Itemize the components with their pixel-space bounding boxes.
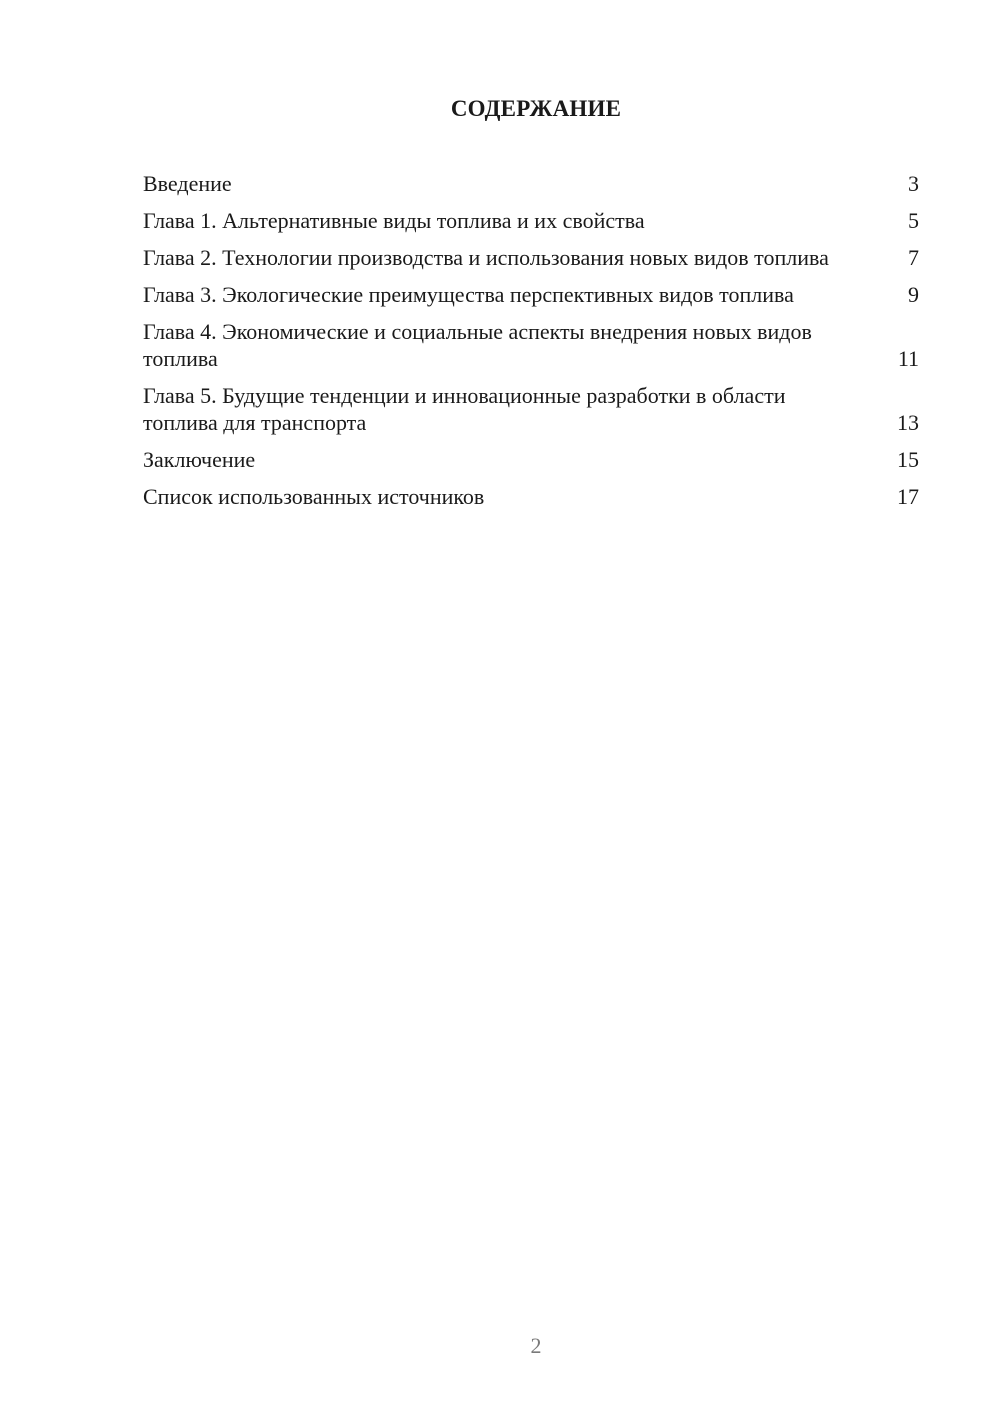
toc-entry-page: 9	[908, 282, 919, 307]
page-number: 2	[530, 1333, 542, 1358]
toc-entry-page: 7	[908, 245, 919, 270]
toc-entry-text: Введение	[143, 171, 232, 196]
toc-entry-page: 5	[908, 208, 919, 233]
toc-entry-text: Список использованных источников	[143, 484, 485, 509]
toc-entry-text: Глава 5. Будущие тенденции и инновационные разработки в области топлива для транспорта	[143, 383, 786, 435]
toc-entry-page: 15	[897, 447, 919, 472]
toc-entry-chapter-5	[143, 382, 919, 436]
toc-entry-text: Заключение	[143, 447, 256, 472]
toc-entry-page: 17	[897, 484, 919, 509]
toc-entry-text: Глава 4. Экономические и социальные аспекты внедрения новых видов топлива	[143, 319, 812, 371]
toc-entry-text: Глава 2. Технологии производства и использования новых видов топлива	[143, 245, 829, 270]
toc-entry-page: 13	[897, 410, 919, 435]
table-of-contents	[143, 170, 919, 520]
toc-entry-chapter-4	[143, 318, 919, 372]
toc-entry-conclusion	[143, 446, 919, 473]
toc-entry-references	[143, 483, 919, 510]
toc-entry-chapter-3	[143, 281, 919, 308]
toc-entry-page: 3	[908, 171, 919, 196]
toc-entry-chapter-1	[143, 207, 919, 234]
toc-entry-page: 11	[897, 346, 919, 371]
toc-entry-text: Глава 1. Альтернативные виды топлива и их свойства	[143, 208, 645, 233]
toc-entry-text: Глава 3. Экологические преимущества перспективных видов топлива	[143, 282, 794, 307]
toc-entry-chapter-2	[143, 244, 919, 271]
page-title: СОДЕРЖАНИЕ	[450, 96, 622, 121]
toc-entry-introduction	[143, 170, 919, 197]
